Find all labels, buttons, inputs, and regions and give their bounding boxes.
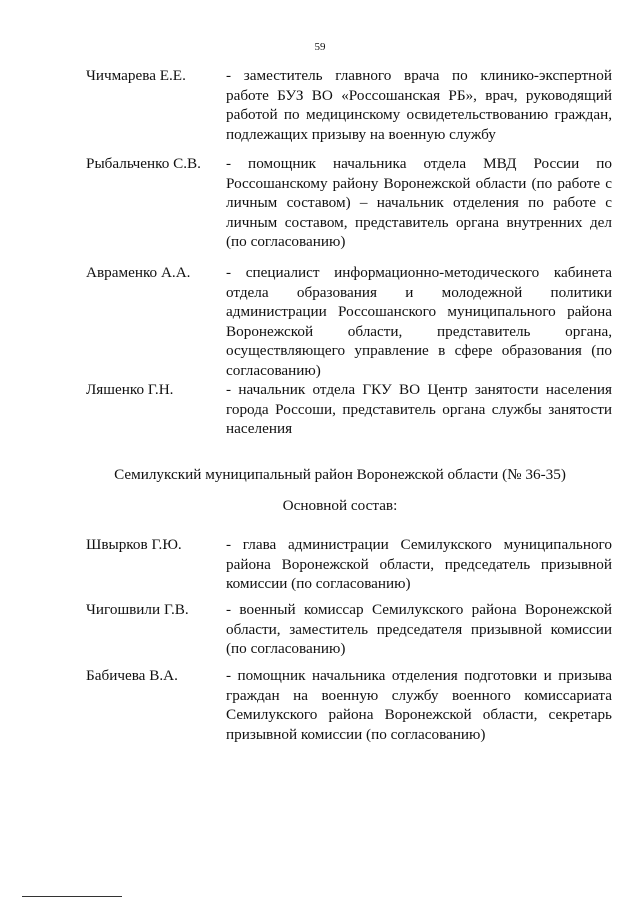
member-name: Чичмарева Е.Е. bbox=[86, 67, 186, 84]
member-description: - военный комиссар Семилукского района Воронежской области, заместитель председателя призывной комиссии (по согласованию) bbox=[226, 601, 612, 657]
commission-member-entry bbox=[86, 600, 612, 659]
commission-member-entry bbox=[86, 666, 612, 744]
member-name: Рыбальченко С.В. bbox=[86, 155, 201, 172]
member-description: - помощник начальника отделения подготовки и призыва граждан на военную службу военного комиссариата Семилукского района Воронежской области, секретарь призывной комиссии (по согласованию) bbox=[226, 667, 612, 743]
subsection-heading: Основной состав: bbox=[282, 497, 398, 514]
member-name: Ляшенко Г.Н. bbox=[86, 381, 174, 398]
commission-member-entry bbox=[86, 263, 612, 380]
member-description: - специалист информационно-методического кабинета отдела образования и молодежной политики администрации Россошанского муниципального района Воронежской области, представитель органа, осуществляющего управление в сфере образования (по согласованию) bbox=[226, 264, 612, 379]
commission-member-entry bbox=[86, 66, 612, 144]
section-heading: Семилукский муниципальный район Воронежской области (№ 36-35) bbox=[114, 466, 566, 483]
member-name: Чигошвили Г.В. bbox=[86, 601, 189, 618]
commission-member-entry bbox=[86, 380, 612, 439]
member-description: - начальник отдела ГКУ ВО Центр занятости населения города Россоши, представитель органа службы занятости населения bbox=[226, 381, 612, 437]
member-name: Швырков Г.Ю. bbox=[86, 536, 182, 553]
page-number: 59 bbox=[314, 41, 326, 53]
member-description: - помощник начальника отдела МВД России по Россошанскому району Воронежской области (по работе с личным составом) – начальник отделения по работе с личным составом, представитель органа внутренних дел (по согласованию) bbox=[226, 155, 612, 250]
commission-member-entry bbox=[86, 535, 612, 594]
footnote-separator bbox=[22, 896, 122, 897]
member-name: Бабичева В.А. bbox=[86, 667, 178, 684]
member-description: - заместитель главного врача по клинико-экспертной работе БУЗ ВО «Россошанская РБ», врач, руководящий работой по медицинскому освидетельствованию граждан, подлежащих призыву на военную службу bbox=[226, 67, 612, 143]
member-name: Авраменко А.А. bbox=[86, 264, 191, 281]
commission-member-entry bbox=[86, 154, 612, 252]
member-description: - глава администрации Семилукского муниципального района Воронежской области, председатель призывной комиссии (по согласованию) bbox=[226, 536, 612, 592]
